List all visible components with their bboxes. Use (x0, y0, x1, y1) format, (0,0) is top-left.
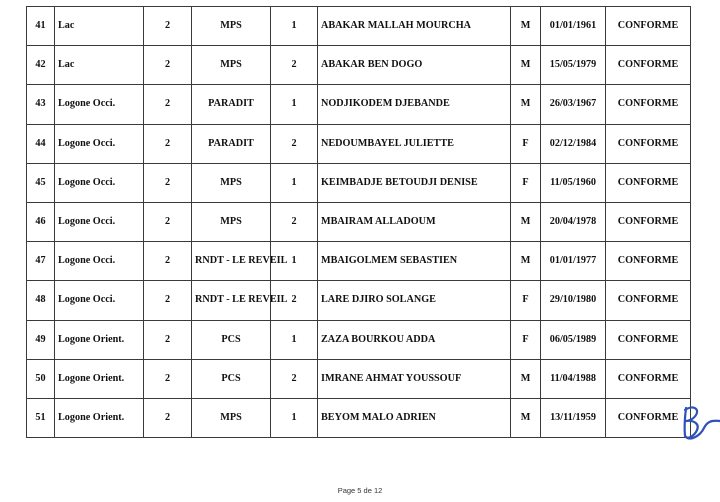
row-number: 42 (27, 46, 55, 85)
status-cell: CONFORME (606, 202, 691, 241)
status-cell: CONFORME (606, 124, 691, 163)
status-cell: CONFORME (606, 242, 691, 281)
row-number: 50 (27, 359, 55, 398)
party-cell: PARADIT (192, 85, 271, 124)
candidate-name: ABAKAR BEN DOGO (318, 46, 511, 85)
birth-date: 26/03/1967 (541, 85, 606, 124)
birth-date: 29/10/1980 (541, 281, 606, 320)
party-cell: MPS (192, 398, 271, 437)
birth-date: 11/04/1988 (541, 359, 606, 398)
candidate-name: KEIMBADJE BETOUDJI DENISE (318, 163, 511, 202)
rank-cell: 1 (271, 163, 318, 202)
status-cell: CONFORME (606, 320, 691, 359)
region-cell: Logone Occi. (55, 163, 144, 202)
table-body (27, 7, 691, 438)
row-number: 51 (27, 398, 55, 437)
seats-cell: 2 (144, 124, 192, 163)
status-cell: CONFORME (606, 359, 691, 398)
rank-cell: 1 (271, 242, 318, 281)
birth-date: 06/05/1989 (541, 320, 606, 359)
birth-date: 20/04/1978 (541, 202, 606, 241)
seats-cell: 2 (144, 359, 192, 398)
table-row (27, 124, 691, 163)
table-row (27, 398, 691, 437)
signature-mark (676, 402, 720, 444)
party-cell: MPS (192, 202, 271, 241)
table-row (27, 320, 691, 359)
sex-cell: F (511, 320, 541, 359)
row-number: 49 (27, 320, 55, 359)
sex-cell: F (511, 281, 541, 320)
row-number: 46 (27, 202, 55, 241)
party-cell: PCS (192, 320, 271, 359)
status-cell: CONFORME (606, 398, 691, 437)
birth-date: 13/11/1959 (541, 398, 606, 437)
row-number: 45 (27, 163, 55, 202)
seats-cell: 2 (144, 242, 192, 281)
rank-cell: 1 (271, 398, 318, 437)
seats-cell: 2 (144, 281, 192, 320)
rank-cell: 2 (271, 124, 318, 163)
region-cell: Logone Orient. (55, 359, 144, 398)
region-cell: Logone Occi. (55, 281, 144, 320)
sex-cell: M (511, 7, 541, 46)
rank-cell: 1 (271, 85, 318, 124)
rank-cell: 2 (271, 46, 318, 85)
sex-cell: M (511, 398, 541, 437)
party-cell: RNDT - LE REVEIL (192, 242, 271, 281)
sex-cell: M (511, 242, 541, 281)
seats-cell: 2 (144, 163, 192, 202)
birth-date: 02/12/1984 (541, 124, 606, 163)
sex-cell: M (511, 202, 541, 241)
table-row (27, 85, 691, 124)
seats-cell: 2 (144, 7, 192, 46)
status-cell: CONFORME (606, 281, 691, 320)
row-number: 48 (27, 281, 55, 320)
rank-cell: 2 (271, 202, 318, 241)
candidate-name: MBAIRAM ALLADOUM (318, 202, 511, 241)
candidate-name: ABAKAR MALLAH MOURCHA (318, 7, 511, 46)
seats-cell: 2 (144, 46, 192, 85)
birth-date: 15/05/1979 (541, 46, 606, 85)
birth-date: 01/01/1977 (541, 242, 606, 281)
party-cell: MPS (192, 163, 271, 202)
region-cell: Logone Orient. (55, 398, 144, 437)
seats-cell: 2 (144, 202, 192, 241)
candidate-table (26, 6, 691, 438)
rank-cell: 1 (271, 320, 318, 359)
sex-cell: F (511, 163, 541, 202)
candidate-name: NEDOUMBAYEL JULIETTE (318, 124, 511, 163)
seats-cell: 2 (144, 398, 192, 437)
seats-cell: 2 (144, 85, 192, 124)
table-row (27, 242, 691, 281)
birth-date: 01/01/1961 (541, 7, 606, 46)
region-cell: Logone Occi. (55, 202, 144, 241)
table-row (27, 359, 691, 398)
seats-cell: 2 (144, 320, 192, 359)
birth-date: 11/05/1960 (541, 163, 606, 202)
candidate-name: MBAIGOLMEM SEBASTIEN (318, 242, 511, 281)
region-cell: Lac (55, 7, 144, 46)
rank-cell: 1 (271, 7, 318, 46)
row-number: 47 (27, 242, 55, 281)
region-cell: Logone Occi. (55, 242, 144, 281)
party-cell: PCS (192, 359, 271, 398)
table-row (27, 202, 691, 241)
rank-cell: 2 (271, 359, 318, 398)
status-cell: CONFORME (606, 163, 691, 202)
region-cell: Lac (55, 46, 144, 85)
status-cell: CONFORME (606, 85, 691, 124)
row-number: 43 (27, 85, 55, 124)
page-footer: Page 5 de 12 (337, 486, 383, 495)
region-cell: Logone Orient. (55, 320, 144, 359)
party-cell: MPS (192, 7, 271, 46)
party-cell: RNDT - LE REVEIL (192, 281, 271, 320)
status-cell: CONFORME (606, 46, 691, 85)
candidate-name: NODJIKODEM DJEBANDE (318, 85, 511, 124)
row-number: 44 (27, 124, 55, 163)
sex-cell: M (511, 85, 541, 124)
party-cell: MPS (192, 46, 271, 85)
table-row (27, 163, 691, 202)
table-row (27, 281, 691, 320)
row-number: 41 (27, 7, 55, 46)
sex-cell: F (511, 124, 541, 163)
candidate-name: ZAZA BOURKOU ADDA (318, 320, 511, 359)
candidate-name: LARE DJIRO SOLANGE (318, 281, 511, 320)
region-cell: Logone Occi. (55, 85, 144, 124)
sex-cell: M (511, 359, 541, 398)
sex-cell: M (511, 46, 541, 85)
table-row (27, 7, 691, 46)
candidate-name: IMRANE AHMAT YOUSSOUF (318, 359, 511, 398)
status-cell: CONFORME (606, 7, 691, 46)
table-row (27, 46, 691, 85)
rank-cell: 2 (271, 281, 318, 320)
region-cell: Logone Occi. (55, 124, 144, 163)
candidate-name: BEYOM MALO ADRIEN (318, 398, 511, 437)
party-cell: PARADIT (192, 124, 271, 163)
